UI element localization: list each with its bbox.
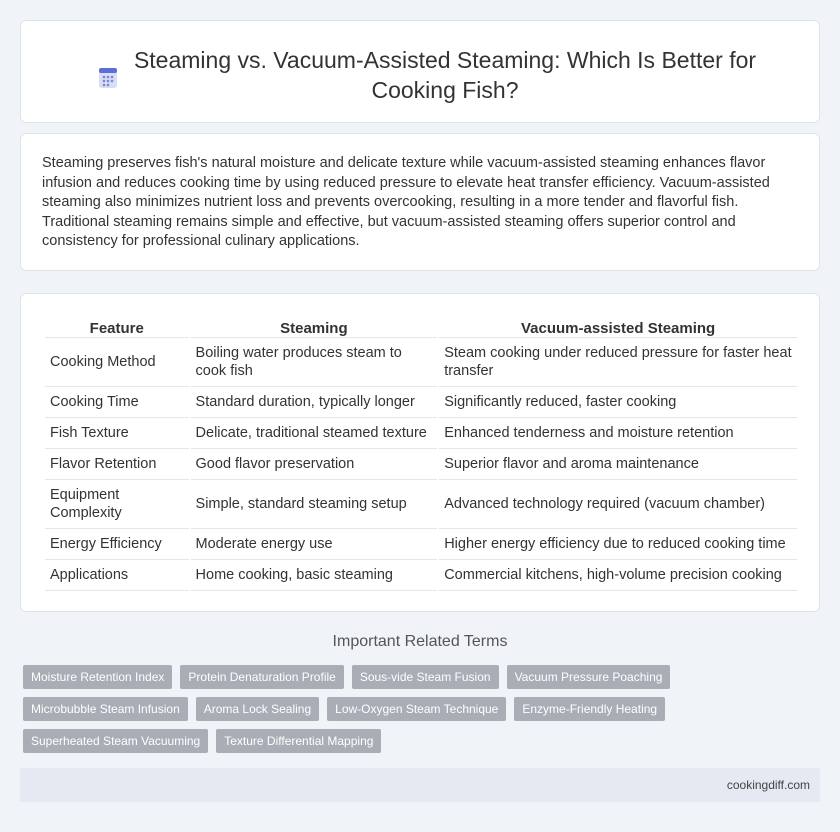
table-cell: Cooking Method — [45, 338, 189, 387]
table-row — [45, 560, 797, 591]
table-row — [45, 387, 797, 418]
table-row — [45, 529, 797, 560]
table-cell: Enhanced tenderness and moisture retention — [439, 418, 797, 449]
table-header-row — [45, 316, 797, 338]
header-steaming: Steaming — [191, 316, 438, 338]
summary-text: Steaming preserves fish's natural moisture and delicate texture while vacuum-assisted steaming enhances flavor infusion and reduces cooking time by using reduced pressure to elevate heat transfer efficiency. Vacuum-assisted steaming also minimizes nutrient loss and prevents overcooking, resulting in a more tender and flavorful fish. Traditional steaming remains simple and effective, but vacuum-assisted steaming offers superior control and consistency for professional culinary applications. — [42, 155, 770, 250]
footer — [20, 768, 820, 802]
table-cell: Home cooking, basic steaming — [191, 560, 438, 591]
tag-enzyme-friendly-heating[interactable]: Enzyme-Friendly Heating — [514, 697, 665, 721]
table-row — [45, 449, 797, 480]
table-cell: Equipment Complexity — [45, 480, 189, 529]
table-cell: Commercial kitchens, high-volume precision cooking — [439, 560, 797, 591]
table-cell: Delicate, traditional steamed texture — [191, 418, 438, 449]
tag-texture-differential-mapping[interactable]: Texture Differential Mapping — [216, 729, 381, 753]
header-feature: Feature — [45, 316, 189, 338]
table-cell: Standard duration, typically longer — [191, 387, 438, 418]
tag-vacuum-pressure-poaching[interactable]: Vacuum Pressure Poaching — [507, 665, 671, 689]
related-terms-tags — [23, 665, 823, 761]
related-terms-heading: Important Related Terms — [332, 633, 508, 650]
table-cell: Flavor Retention — [45, 449, 189, 480]
title-card — [20, 20, 820, 123]
table-cell: Significantly reduced, faster cooking — [439, 387, 797, 418]
table-cell: Applications — [45, 560, 189, 591]
table-cell: Superior flavor and aroma maintenance — [439, 449, 797, 480]
table-cell: Fish Texture — [45, 418, 189, 449]
table-cell: Advanced technology required (vacuum chamber) — [439, 480, 797, 529]
tag-aroma-lock-sealing[interactable]: Aroma Lock Sealing — [196, 697, 319, 721]
table-row — [45, 480, 797, 529]
tag-low-oxygen-steam-technique[interactable]: Low-Oxygen Steam Technique — [327, 697, 506, 721]
table-cell: Steam cooking under reduced pressure for faster heat transfer — [439, 338, 797, 387]
comparison-table-card — [20, 293, 820, 612]
table-cell: Higher energy efficiency due to reduced cooking time — [439, 529, 797, 560]
tag-protein-denaturation-profile[interactable]: Protein Denaturation Profile — [180, 665, 343, 689]
table-cell: Good flavor preservation — [191, 449, 438, 480]
footer-site[interactable]: cookingdiff.com — [726, 778, 810, 792]
table-row — [45, 418, 797, 449]
tag-superheated-steam-vacuuming[interactable]: Superheated Steam Vacuuming — [23, 729, 208, 753]
summary-card — [20, 133, 820, 271]
table-cell: Energy Efficiency — [45, 529, 189, 560]
table-cell: Moderate energy use — [191, 529, 438, 560]
page-title: Steaming vs. Vacuum-Assisted Steaming: Which Is Better for Cooking Fish? — [133, 47, 757, 103]
header-vacuum-steaming: Vacuum-assisted Steaming — [439, 316, 797, 338]
tag-moisture-retention-index[interactable]: Moisture Retention Index — [23, 665, 172, 689]
comparison-table — [43, 316, 799, 591]
table-cell: Simple, standard steaming setup — [191, 480, 438, 529]
table-cell: Cooking Time — [45, 387, 189, 418]
tag-microbubble-steam-infusion[interactable]: Microbubble Steam Infusion — [23, 697, 188, 721]
tag-sous-vide-steam-fusion[interactable]: Sous-vide Steam Fusion — [352, 665, 499, 689]
table-row — [45, 338, 797, 387]
table-cell: Boiling water produces steam to cook fish — [191, 338, 438, 387]
